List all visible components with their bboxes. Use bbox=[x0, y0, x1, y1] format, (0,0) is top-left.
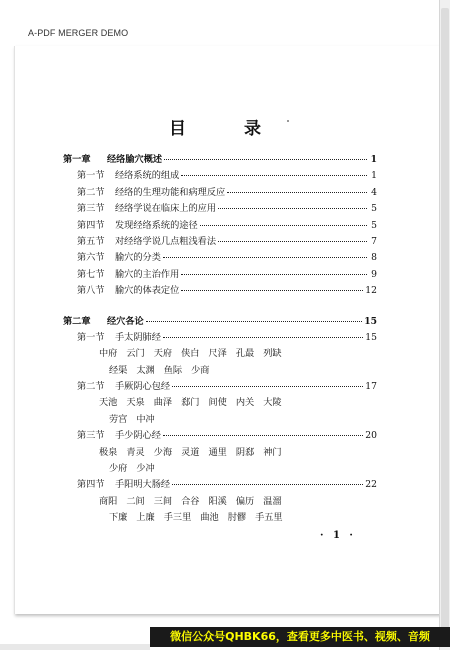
toc-entry-number: 第一章 bbox=[63, 154, 91, 165]
acupoint-name: 少冲 bbox=[136, 463, 155, 475]
acupoint-list bbox=[63, 461, 377, 477]
dot-leader bbox=[181, 282, 363, 291]
toc-entry-page: 1 bbox=[371, 170, 377, 182]
acupoint-list bbox=[63, 510, 377, 526]
acupoint-name: 下廉 bbox=[109, 512, 128, 524]
dot-leader bbox=[146, 313, 362, 322]
toc-entry-page: 4 bbox=[371, 186, 377, 198]
toc-entry-page: 5 bbox=[371, 219, 377, 231]
toc-entry-number: 第四节 bbox=[77, 219, 105, 231]
acupoint-list bbox=[63, 412, 377, 428]
acupoint-name: 手三里 bbox=[163, 512, 192, 524]
acupoint-name: 间使 bbox=[208, 397, 227, 409]
scrollbar-thumb[interactable] bbox=[441, 8, 449, 638]
dot-leader bbox=[181, 167, 367, 176]
acupoint-name: 偏历 bbox=[235, 495, 255, 507]
acupoint-name: 劳宫 bbox=[109, 413, 128, 425]
toc-chapter-row[interactable] bbox=[63, 314, 377, 330]
toc-section-row[interactable] bbox=[63, 168, 377, 184]
toc-entry-title: 手太阴肺经 bbox=[115, 331, 161, 343]
toc-entry-page: 8 bbox=[371, 252, 377, 264]
toc-section-row[interactable] bbox=[63, 283, 377, 299]
toc-section-row[interactable] bbox=[63, 234, 377, 250]
toc-entry-title: 发现经络系统的途径 bbox=[115, 219, 198, 231]
acupoint-list bbox=[63, 363, 377, 379]
toc-entry-page: 22 bbox=[365, 479, 377, 491]
acupoint-name: 云门 bbox=[126, 348, 145, 360]
toc-entry-page: 9 bbox=[371, 268, 377, 280]
dot-leader bbox=[172, 476, 363, 485]
page-number: · 1 · bbox=[320, 530, 356, 541]
acupoint-name: 三间 bbox=[153, 495, 173, 507]
toc-entry-page: 7 bbox=[371, 235, 377, 247]
dot-leader bbox=[200, 217, 367, 226]
toc-entry-title: 经络系统的组成 bbox=[115, 170, 180, 182]
acupoint-name: 侠白 bbox=[181, 348, 200, 360]
toc-entry-page: 12 bbox=[365, 285, 377, 297]
acupoint-name: 曲泽 bbox=[153, 397, 173, 409]
toc-entry-title: 经络腧穴概述 bbox=[107, 154, 163, 165]
toc-section-row[interactable] bbox=[63, 428, 377, 444]
dot-leader bbox=[163, 249, 367, 258]
toc-section-row[interactable] bbox=[63, 218, 377, 234]
toc-entry-page: 15 bbox=[365, 331, 377, 343]
toc-entry-page: 20 bbox=[365, 430, 377, 442]
acupoint-name: 二间 bbox=[126, 495, 145, 507]
toc-entry-page: 15 bbox=[364, 315, 377, 327]
acupoint-name: 中府 bbox=[99, 348, 118, 360]
acupoint-name: 大陵 bbox=[263, 397, 282, 409]
horizontal-scrollbar[interactable] bbox=[0, 644, 150, 650]
acupoint-list bbox=[63, 494, 377, 510]
toc-entry-title: 腧穴的体表定位 bbox=[115, 285, 180, 297]
acupoint-name: 太渊 bbox=[136, 364, 155, 376]
toc-entry-title: 腧穴的主治作用 bbox=[115, 268, 180, 280]
toc-entry-number: 第六节 bbox=[77, 252, 105, 264]
dot-leader bbox=[164, 151, 367, 160]
toc-entry-page: 1 bbox=[370, 154, 377, 165]
dot-leader bbox=[227, 184, 367, 193]
acupoint-name: 合谷 bbox=[181, 495, 200, 507]
acupoint-name: 天泉 bbox=[126, 397, 145, 409]
acupoint-name: 商阳 bbox=[99, 495, 118, 507]
acupoint-name: 少海 bbox=[153, 446, 173, 458]
acupoint-name: 尺泽 bbox=[208, 348, 227, 360]
document-page bbox=[14, 46, 441, 614]
toc-entry-page: 17 bbox=[365, 381, 377, 393]
toc-entry-number: 第四节 bbox=[77, 479, 105, 491]
toc-entry-number: 第八节 bbox=[77, 285, 105, 297]
toc-entry-number: 第一节 bbox=[77, 170, 105, 182]
toc-entry-number: 第三节 bbox=[77, 203, 105, 215]
toc-section-row[interactable] bbox=[63, 201, 377, 217]
toc-section-row[interactable] bbox=[63, 185, 377, 201]
acupoint-name: 通里 bbox=[208, 446, 227, 458]
toc-entry-number: 第五节 bbox=[77, 235, 105, 247]
toc-entry-title: 经穴各论 bbox=[107, 315, 144, 327]
toc-section-row[interactable] bbox=[63, 477, 377, 493]
dot-leader bbox=[172, 378, 363, 387]
toc-section-row[interactable] bbox=[63, 379, 377, 395]
watermark-text: A-PDF MERGER DEMO bbox=[28, 28, 129, 38]
promo-banner: 微信公众号QHBK66，查看更多中医书、视频、音频 bbox=[150, 627, 450, 647]
acupoint-name: 极泉 bbox=[99, 446, 118, 458]
acupoint-name: 青灵 bbox=[126, 446, 145, 458]
acupoint-name: 天池 bbox=[99, 397, 118, 409]
table-of-contents bbox=[63, 152, 377, 527]
acupoint-name: 内关 bbox=[235, 397, 255, 409]
acupoint-name: 灵道 bbox=[181, 446, 200, 458]
toc-entry-title: 手厥阴心包经 bbox=[115, 381, 171, 393]
acupoint-name: 阳溪 bbox=[208, 495, 227, 507]
acupoint-name: 曲池 bbox=[200, 512, 219, 524]
toc-entry-number: 第七节 bbox=[77, 268, 105, 280]
acupoint-name: 天府 bbox=[153, 348, 173, 360]
acupoint-name: 经渠 bbox=[109, 364, 128, 376]
toc-entry-title: 经络的生理功能和病理反应 bbox=[115, 186, 226, 198]
acupoint-name: 中冲 bbox=[136, 413, 155, 425]
toc-entry-number: 第一节 bbox=[77, 331, 105, 343]
page-title: 目 录 bbox=[169, 119, 287, 139]
acupoint-name: 神门 bbox=[263, 446, 282, 458]
acupoint-list bbox=[63, 395, 377, 411]
vertical-scrollbar[interactable] bbox=[439, 0, 450, 650]
toc-section-row[interactable] bbox=[63, 250, 377, 266]
dot-leader bbox=[218, 200, 367, 209]
toc-entry-title: 经络学说在临床上的应用 bbox=[115, 203, 217, 215]
acupoint-name: 孔最 bbox=[235, 348, 255, 360]
toc-entry-number: 第三节 bbox=[77, 430, 105, 442]
toc-section-row[interactable] bbox=[63, 330, 377, 346]
acupoint-list bbox=[63, 445, 377, 461]
acupoint-name: 阴郄 bbox=[235, 446, 255, 458]
acupoint-name: 郄门 bbox=[181, 397, 200, 409]
chapter-gap bbox=[63, 300, 377, 314]
acupoint-name: 少府 bbox=[109, 463, 128, 475]
toc-entry-title: 手阳明大肠经 bbox=[115, 479, 171, 491]
dot-leader bbox=[163, 427, 363, 436]
acupoint-name: 温溜 bbox=[263, 495, 282, 507]
dot-leader bbox=[163, 329, 363, 338]
acupoint-name: 肘髎 bbox=[227, 512, 247, 524]
dot-leader bbox=[218, 233, 367, 242]
acupoint-name: 手五里 bbox=[255, 512, 283, 524]
toc-section-row[interactable] bbox=[63, 267, 377, 283]
acupoint-name: 列缺 bbox=[263, 348, 282, 360]
toc-entry-title: 腧穴的分类 bbox=[115, 252, 161, 264]
toc-entry-page: 5 bbox=[371, 203, 377, 215]
dot-leader bbox=[181, 266, 367, 275]
acupoint-name: 上廉 bbox=[136, 512, 155, 524]
toc-entry-title: 对经络学说几点粗浅看法 bbox=[115, 235, 217, 247]
toc-entry-title: 手少阴心经 bbox=[115, 430, 161, 442]
acupoint-name: 少商 bbox=[191, 364, 210, 376]
acupoint-list bbox=[63, 346, 377, 362]
toc-entry-number: 第二节 bbox=[77, 186, 105, 198]
toc-entry-number: 第二节 bbox=[77, 381, 105, 393]
toc-chapter-row[interactable] bbox=[63, 152, 377, 168]
toc-entry-number: 第二章 bbox=[63, 315, 91, 327]
acupoint-name: 鱼际 bbox=[163, 364, 183, 376]
